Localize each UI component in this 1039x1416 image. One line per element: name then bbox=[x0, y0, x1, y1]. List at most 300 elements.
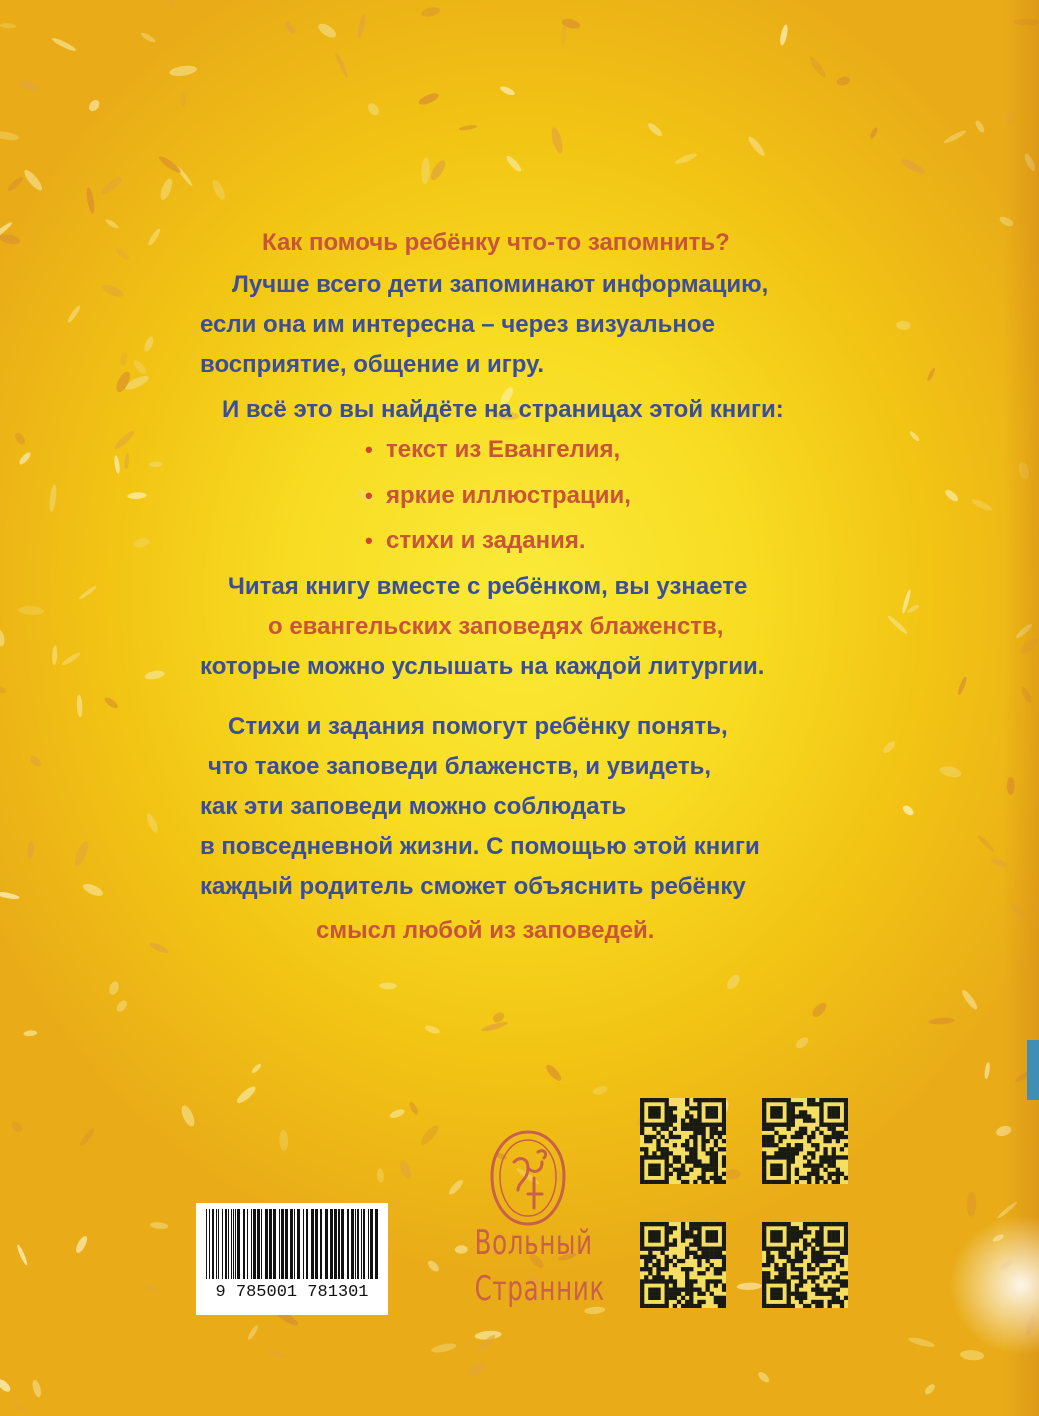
qr-module bbox=[823, 1159, 827, 1163]
leaf-decoration bbox=[145, 812, 160, 834]
qr-module bbox=[677, 1300, 681, 1304]
qr-module bbox=[701, 1300, 705, 1304]
qr-module bbox=[823, 1259, 827, 1263]
qr-module bbox=[693, 1255, 697, 1259]
qr-module bbox=[689, 1242, 693, 1246]
leaf-decoration bbox=[499, 85, 516, 97]
qr-module bbox=[823, 1267, 827, 1271]
qr-module bbox=[828, 1222, 832, 1226]
qr-module bbox=[807, 1135, 811, 1139]
qr-module bbox=[828, 1098, 832, 1102]
qr-module bbox=[823, 1139, 827, 1143]
leaf-decoration bbox=[52, 645, 58, 665]
leaf-decoration bbox=[143, 1282, 161, 1295]
qr-module bbox=[640, 1304, 644, 1308]
qr-module bbox=[832, 1114, 836, 1118]
qr-module bbox=[714, 1123, 718, 1127]
qr-module bbox=[762, 1172, 766, 1176]
qr-module bbox=[836, 1300, 840, 1304]
barcode-bar bbox=[311, 1209, 314, 1279]
qr-module bbox=[787, 1176, 791, 1180]
qr-module bbox=[718, 1098, 722, 1102]
qr-module bbox=[774, 1247, 778, 1251]
qr-module bbox=[791, 1238, 795, 1242]
qr-module bbox=[722, 1110, 726, 1114]
qr-module bbox=[836, 1296, 840, 1300]
qr-module bbox=[718, 1135, 722, 1139]
qr-module bbox=[844, 1114, 848, 1118]
qr-module bbox=[807, 1242, 811, 1246]
qr-module bbox=[787, 1259, 791, 1263]
qr-module bbox=[791, 1102, 795, 1106]
qr-module bbox=[693, 1222, 697, 1226]
barcode-bar bbox=[212, 1209, 214, 1279]
qr-module bbox=[770, 1222, 774, 1226]
qr-module bbox=[701, 1168, 705, 1172]
qr-module bbox=[766, 1135, 770, 1139]
qr-module bbox=[685, 1123, 689, 1127]
qr-module bbox=[714, 1247, 718, 1251]
qr-module bbox=[762, 1168, 766, 1172]
qr-module bbox=[689, 1296, 693, 1300]
qr-module bbox=[681, 1164, 685, 1168]
qr-module bbox=[714, 1176, 718, 1180]
qr-module bbox=[787, 1164, 791, 1168]
qr-module bbox=[832, 1180, 836, 1184]
leaf-decoration bbox=[148, 461, 162, 467]
qr-module bbox=[714, 1164, 718, 1168]
leaf-decoration bbox=[9, 1398, 31, 1416]
leaf-decoration bbox=[389, 1108, 406, 1120]
qr-module bbox=[648, 1304, 652, 1308]
qr-module bbox=[701, 1127, 705, 1131]
barcode-bar bbox=[206, 1209, 207, 1279]
qr-module bbox=[819, 1164, 823, 1168]
intro-question: Как помочь ребёнку что-то запомнить? bbox=[262, 229, 730, 256]
qr-module bbox=[787, 1226, 791, 1230]
leaf-decoration bbox=[115, 999, 129, 1014]
qr-module bbox=[836, 1139, 840, 1143]
qr-module bbox=[787, 1222, 791, 1226]
leaf-decoration bbox=[561, 24, 567, 46]
qr-module bbox=[697, 1304, 701, 1308]
qr-module bbox=[791, 1263, 795, 1267]
qr-module bbox=[656, 1168, 660, 1172]
qr-module bbox=[778, 1251, 782, 1255]
qr-module bbox=[652, 1222, 656, 1226]
barcode-bar bbox=[279, 1209, 280, 1279]
leaf-decoration bbox=[143, 335, 156, 353]
qr-module bbox=[656, 1155, 660, 1159]
qr-module bbox=[722, 1238, 726, 1242]
qr-module bbox=[807, 1098, 811, 1102]
qr-module bbox=[710, 1234, 714, 1238]
qr-module bbox=[762, 1123, 766, 1127]
qr-module bbox=[762, 1234, 766, 1238]
qr-module bbox=[681, 1304, 685, 1308]
poems-line-6: смысл любой из заповедей. bbox=[316, 917, 655, 944]
qr-module bbox=[840, 1304, 844, 1308]
qr-module bbox=[673, 1168, 677, 1172]
qr-module bbox=[685, 1143, 689, 1147]
qr-module bbox=[778, 1292, 782, 1296]
qr-module bbox=[787, 1098, 791, 1102]
qr-module bbox=[815, 1102, 819, 1106]
qr-module bbox=[640, 1098, 644, 1102]
qr-module bbox=[799, 1267, 803, 1271]
leaf-decoration bbox=[51, 36, 77, 53]
qr-code-icon bbox=[762, 1222, 848, 1308]
qr-module bbox=[778, 1279, 782, 1283]
qr-module bbox=[836, 1168, 840, 1172]
qr-module bbox=[770, 1259, 774, 1263]
qr-module bbox=[803, 1155, 807, 1159]
leaf-decoration bbox=[148, 941, 169, 955]
qr-module bbox=[803, 1127, 807, 1131]
qr-module bbox=[819, 1304, 823, 1308]
qr-module bbox=[803, 1238, 807, 1242]
qr-module bbox=[844, 1098, 848, 1102]
leaf-decoration bbox=[544, 1063, 564, 1084]
qr-module bbox=[815, 1263, 819, 1267]
leaf-decoration bbox=[906, 603, 920, 614]
qr-module bbox=[828, 1127, 832, 1131]
qr-module bbox=[819, 1102, 823, 1106]
qr-module bbox=[701, 1147, 705, 1151]
qr-module bbox=[762, 1247, 766, 1251]
qr-module bbox=[648, 1234, 652, 1238]
qr-module bbox=[722, 1114, 726, 1118]
qr-module bbox=[669, 1226, 673, 1230]
qr-module bbox=[640, 1118, 644, 1122]
qr-module bbox=[836, 1180, 840, 1184]
leaf-decoration bbox=[16, 1244, 29, 1266]
qr-module bbox=[791, 1159, 795, 1163]
qr-module bbox=[669, 1279, 673, 1283]
qr-module bbox=[799, 1292, 803, 1296]
barcode-bar bbox=[375, 1209, 378, 1279]
qr-module bbox=[795, 1255, 799, 1259]
qr-module bbox=[844, 1143, 848, 1147]
qr-module bbox=[811, 1288, 815, 1292]
qr-module bbox=[791, 1267, 795, 1271]
qr-module bbox=[644, 1279, 648, 1283]
qr-module bbox=[819, 1300, 823, 1304]
qr-module bbox=[819, 1106, 823, 1110]
qr-module bbox=[656, 1230, 660, 1234]
qr-module bbox=[795, 1102, 799, 1106]
qr-module bbox=[782, 1275, 786, 1279]
qr-module bbox=[689, 1135, 693, 1139]
reading-line-1: Читая книгу вместе с ребёнком, вы узнаете bbox=[228, 573, 748, 600]
qr-module bbox=[762, 1288, 766, 1292]
poems-line-4: в повседневной жизни. С помощью этой книги bbox=[200, 833, 760, 860]
qr-module bbox=[762, 1102, 766, 1106]
qr-module bbox=[766, 1255, 770, 1259]
qr-module bbox=[787, 1127, 791, 1131]
leaf-decoration bbox=[9, 1120, 24, 1134]
isbn-barcode bbox=[196, 1203, 388, 1315]
qr-module bbox=[811, 1255, 815, 1259]
qr-module bbox=[656, 1180, 660, 1184]
qr-module bbox=[722, 1263, 726, 1267]
qr-module bbox=[766, 1222, 770, 1226]
qr-module bbox=[681, 1123, 685, 1127]
qr-module bbox=[693, 1143, 697, 1147]
page-edge-shadow bbox=[1003, 0, 1039, 1416]
qr-module bbox=[803, 1222, 807, 1226]
qr-module bbox=[669, 1106, 673, 1110]
leaf-decoration bbox=[268, 1350, 286, 1359]
qr-module bbox=[697, 1242, 701, 1246]
qr-module bbox=[673, 1304, 677, 1308]
qr-module bbox=[762, 1159, 766, 1163]
qr-module bbox=[640, 1283, 644, 1287]
leaf-decoration bbox=[899, 157, 927, 176]
leaf-decoration bbox=[836, 75, 851, 86]
qr-module bbox=[718, 1247, 722, 1251]
leaf-decoration bbox=[592, 1084, 609, 1096]
qr-module bbox=[665, 1279, 669, 1283]
qr-module bbox=[832, 1127, 836, 1131]
qr-module bbox=[640, 1114, 644, 1118]
barcode-bar bbox=[273, 1209, 276, 1279]
qr-module bbox=[640, 1230, 644, 1234]
qr-module bbox=[791, 1147, 795, 1151]
qr-module bbox=[718, 1296, 722, 1300]
leaf-decoration bbox=[114, 246, 131, 261]
qr-module bbox=[648, 1114, 652, 1118]
qr-module bbox=[648, 1164, 652, 1168]
qr-module bbox=[689, 1114, 693, 1118]
qr-module bbox=[819, 1114, 823, 1118]
qr-module bbox=[770, 1098, 774, 1102]
qr-module bbox=[665, 1114, 669, 1118]
qr-module bbox=[701, 1135, 705, 1139]
qr-module bbox=[811, 1251, 815, 1255]
qr-module bbox=[807, 1275, 811, 1279]
qr-module bbox=[714, 1180, 718, 1184]
qr-module bbox=[832, 1131, 836, 1135]
qr-module bbox=[803, 1176, 807, 1180]
qr-module bbox=[844, 1222, 848, 1226]
qr-module bbox=[799, 1230, 803, 1234]
qr-module bbox=[762, 1279, 766, 1283]
qr-module bbox=[823, 1135, 827, 1139]
qr-module bbox=[652, 1263, 656, 1267]
qr-module bbox=[689, 1118, 693, 1122]
qr-module bbox=[660, 1267, 664, 1271]
leaf-decoration bbox=[0, 129, 20, 141]
qr-module bbox=[787, 1168, 791, 1172]
qr-module bbox=[799, 1251, 803, 1255]
qr-module bbox=[815, 1238, 819, 1242]
qr-module bbox=[844, 1135, 848, 1139]
qr-module bbox=[644, 1151, 648, 1155]
leaf-decoration bbox=[210, 178, 227, 201]
qr-module bbox=[640, 1288, 644, 1292]
qr-module bbox=[710, 1147, 714, 1151]
qr-module bbox=[770, 1110, 774, 1114]
qr-module bbox=[762, 1180, 766, 1184]
qr-module bbox=[762, 1296, 766, 1300]
qr-module bbox=[762, 1275, 766, 1279]
qr-module bbox=[803, 1292, 807, 1296]
leaf-decoration bbox=[967, 1192, 977, 1217]
qr-module bbox=[689, 1267, 693, 1271]
qr-module bbox=[701, 1164, 705, 1168]
qr-module bbox=[774, 1114, 778, 1118]
qr-module bbox=[697, 1123, 701, 1127]
qr-module bbox=[811, 1131, 815, 1135]
qr-module bbox=[665, 1288, 669, 1292]
qr-module bbox=[762, 1230, 766, 1234]
qr-module bbox=[640, 1155, 644, 1159]
qr-module bbox=[811, 1135, 815, 1139]
qr-module bbox=[774, 1222, 778, 1226]
leaf-decoration bbox=[970, 497, 993, 513]
qr-module bbox=[669, 1123, 673, 1127]
qr-module bbox=[665, 1247, 669, 1251]
qr-module bbox=[787, 1123, 791, 1127]
leaf-decoration bbox=[103, 696, 120, 711]
qr-module bbox=[689, 1151, 693, 1155]
qr-module bbox=[803, 1131, 807, 1135]
qr-module bbox=[656, 1143, 660, 1147]
qr-module bbox=[697, 1259, 701, 1263]
barcode-bar bbox=[347, 1209, 349, 1279]
qr-module bbox=[762, 1127, 766, 1131]
qr-module bbox=[697, 1222, 701, 1226]
qr-module bbox=[722, 1180, 726, 1184]
qr-module bbox=[648, 1222, 652, 1226]
qr-module bbox=[689, 1304, 693, 1308]
qr-module bbox=[840, 1300, 844, 1304]
qr-module bbox=[673, 1288, 677, 1292]
qr-module bbox=[644, 1275, 648, 1279]
qr-module bbox=[685, 1098, 689, 1102]
qr-module bbox=[714, 1139, 718, 1143]
barcode-bar bbox=[315, 1209, 318, 1279]
qr-module bbox=[669, 1259, 673, 1263]
qr-module bbox=[665, 1296, 669, 1300]
leaf-decoration bbox=[881, 739, 897, 754]
qr-module bbox=[710, 1123, 714, 1127]
qr-module bbox=[722, 1131, 726, 1135]
qr-module bbox=[652, 1164, 656, 1168]
qr-module bbox=[710, 1168, 714, 1172]
leaf-decoration bbox=[104, 218, 119, 230]
qr-module bbox=[714, 1159, 718, 1163]
qr-module bbox=[844, 1247, 848, 1251]
qr-module bbox=[693, 1151, 697, 1155]
qr-module bbox=[844, 1102, 848, 1106]
qr-module bbox=[762, 1242, 766, 1246]
qr-module bbox=[815, 1222, 819, 1226]
qr-module bbox=[697, 1238, 701, 1242]
qr-module bbox=[778, 1222, 782, 1226]
qr-module bbox=[819, 1255, 823, 1259]
qr-module bbox=[799, 1143, 803, 1147]
leaf-decoration bbox=[114, 370, 133, 394]
barcode-bar bbox=[330, 1209, 333, 1279]
qr-module bbox=[656, 1106, 660, 1110]
leaf-decoration bbox=[549, 126, 564, 154]
qr-module bbox=[656, 1234, 660, 1238]
leaf-decoration bbox=[398, 1159, 413, 1181]
qr-module bbox=[807, 1263, 811, 1267]
leaf-decoration bbox=[0, 629, 6, 647]
qr-module bbox=[697, 1234, 701, 1238]
qr-module bbox=[640, 1164, 644, 1168]
qr-module bbox=[795, 1168, 799, 1172]
qr-module bbox=[836, 1279, 840, 1283]
qr-module bbox=[689, 1155, 693, 1159]
qr-module bbox=[701, 1180, 705, 1184]
leaf-decoration bbox=[960, 988, 979, 1011]
qr-module bbox=[665, 1118, 669, 1122]
barcode-bar bbox=[334, 1209, 337, 1279]
qr-module bbox=[644, 1222, 648, 1226]
qr-module bbox=[815, 1242, 819, 1246]
qr-module bbox=[681, 1172, 685, 1176]
qr-module bbox=[689, 1300, 693, 1304]
leaf-decoration bbox=[108, 980, 121, 996]
qr-module bbox=[836, 1230, 840, 1234]
leaf-decoration bbox=[646, 121, 664, 138]
qr-module bbox=[640, 1180, 644, 1184]
qr-module bbox=[828, 1300, 832, 1304]
qr-module bbox=[762, 1271, 766, 1275]
qr-module bbox=[811, 1172, 815, 1176]
qr-module bbox=[718, 1176, 722, 1180]
qr-module bbox=[795, 1238, 799, 1242]
qr-module bbox=[673, 1155, 677, 1159]
barcode-bar bbox=[370, 1209, 373, 1279]
qr-module bbox=[681, 1234, 685, 1238]
qr-module bbox=[815, 1275, 819, 1279]
qr-module bbox=[844, 1106, 848, 1110]
qr-module bbox=[714, 1151, 718, 1155]
qr-module bbox=[640, 1168, 644, 1172]
qr-module bbox=[640, 1234, 644, 1238]
qr-module bbox=[689, 1123, 693, 1127]
qr-module bbox=[714, 1143, 718, 1147]
qr-module bbox=[815, 1283, 819, 1287]
qr-module bbox=[706, 1234, 710, 1238]
qr-module bbox=[770, 1247, 774, 1251]
qr-module bbox=[673, 1292, 677, 1296]
qr-module bbox=[656, 1110, 660, 1114]
qr-module bbox=[656, 1267, 660, 1271]
qr-module bbox=[685, 1251, 689, 1255]
qr-module bbox=[787, 1114, 791, 1118]
qr-module bbox=[689, 1147, 693, 1151]
publisher-logo-icon bbox=[488, 1128, 568, 1228]
qr-module bbox=[681, 1267, 685, 1271]
qr-module bbox=[832, 1292, 836, 1296]
qr-module bbox=[701, 1271, 705, 1275]
qr-module bbox=[656, 1147, 660, 1151]
qr-module bbox=[644, 1180, 648, 1184]
qr-module bbox=[669, 1275, 673, 1279]
qr-module bbox=[811, 1259, 815, 1263]
qr-module bbox=[714, 1251, 718, 1255]
qr-module bbox=[811, 1247, 815, 1251]
qr-module bbox=[722, 1300, 726, 1304]
publisher-name bbox=[455, 1220, 605, 1312]
qr-module bbox=[681, 1168, 685, 1172]
